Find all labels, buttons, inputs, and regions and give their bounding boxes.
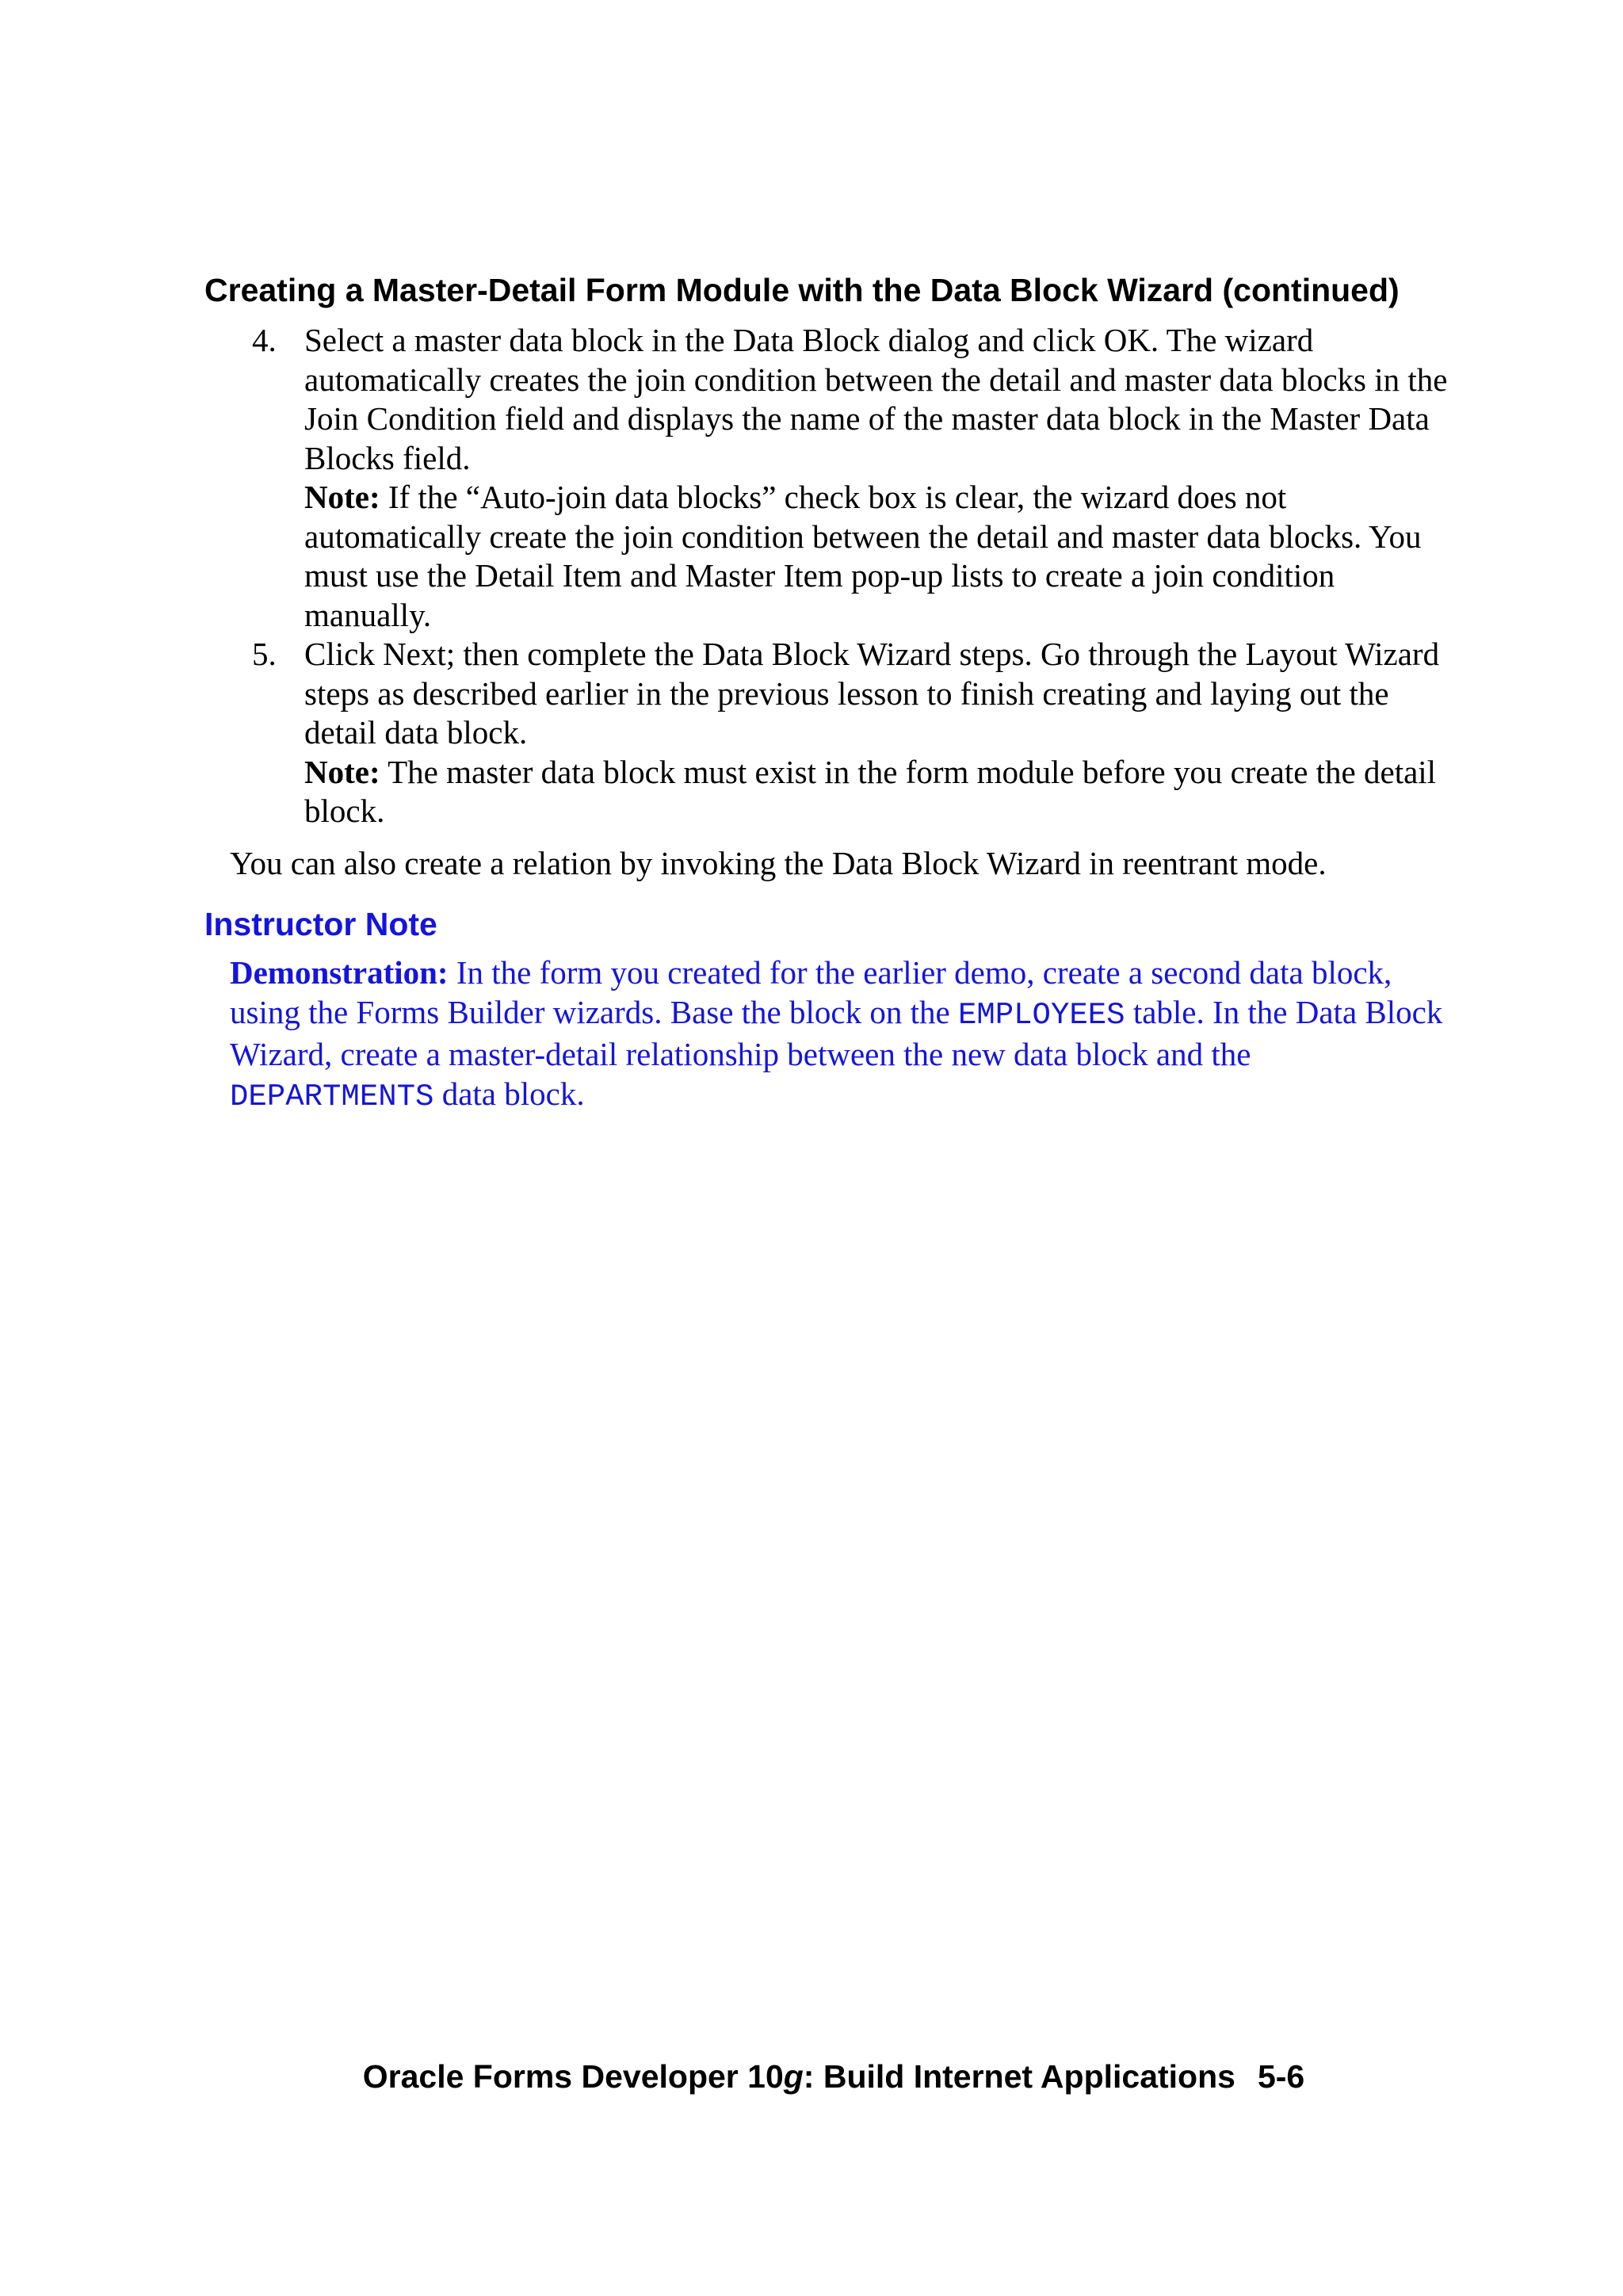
instructor-note-paragraph — [230, 953, 1450, 1117]
step-number: 5. — [252, 636, 277, 672]
page-footer — [0, 2057, 1623, 2095]
footer-title-prefix: Oracle Forms Developer 10 — [362, 2058, 784, 2095]
code-employees: EMPLOYEES — [957, 997, 1125, 1033]
step-body — [304, 635, 1457, 831]
step-note — [304, 753, 1457, 831]
trailing-paragraph: You can also create a relation by invoking the Data Block Wizard in reentrant mode. — [230, 845, 1327, 881]
step-5 — [252, 635, 1457, 831]
instructor-note-heading: Instructor Note — [204, 906, 437, 942]
step-text: Click Next; then complete the Data Block Wizard steps. Go through the Layout Wizard steps as described earlier in the previous lesson to finish creating and laying out the detail data block. — [304, 636, 1440, 751]
demonstration-label: Demonstration: — [230, 954, 449, 991]
section-heading: Creating a Master-Detail Form Module with the Data Block Wizard (continued) — [204, 272, 1400, 308]
note-label: Note: — [304, 753, 380, 790]
note-label: Note: — [304, 479, 380, 515]
code-departments: DEPARTMENTS — [230, 1079, 434, 1114]
step-number: 4. — [252, 322, 277, 358]
instructor-note-body — [230, 953, 1450, 1117]
instructor-text: data block. — [433, 1075, 585, 1112]
instructor-text: table. In the Data Block Wizard, create a master-detail relationship between the new data block and the — [230, 993, 1443, 1072]
numbered-steps — [252, 321, 1457, 831]
step-body — [304, 321, 1457, 635]
note-text: If the “Auto-join data blocks” check box is clear, the wizard does not automatically create the join condition between the detail and master data blocks. You must use the Detail Item and Master Item pop-up lists to create a join condition manually. — [304, 479, 1422, 633]
step-note — [304, 478, 1457, 635]
step-4 — [252, 321, 1457, 635]
page-number: 5-6 — [1257, 2058, 1305, 2095]
step-text: Select a master data block in the Data Block dialog and click OK. The wizard automatically creates the join condition between the detail and master data blocks in the Join Condition field and displays the name of the master data block in the Master Data Blocks field. — [304, 322, 1448, 476]
footer-title-suffix: : Build Internet Applications — [803, 2058, 1235, 2095]
instructor-text: In the form you created for the earlier demo, create a second data block, using the Forms Builder wizards. Base the block on the — [230, 954, 1392, 1030]
footer-title-italic: g — [783, 2058, 804, 2095]
note-text: The master data block must exist in the form module before you create the detail block. — [304, 753, 1437, 829]
